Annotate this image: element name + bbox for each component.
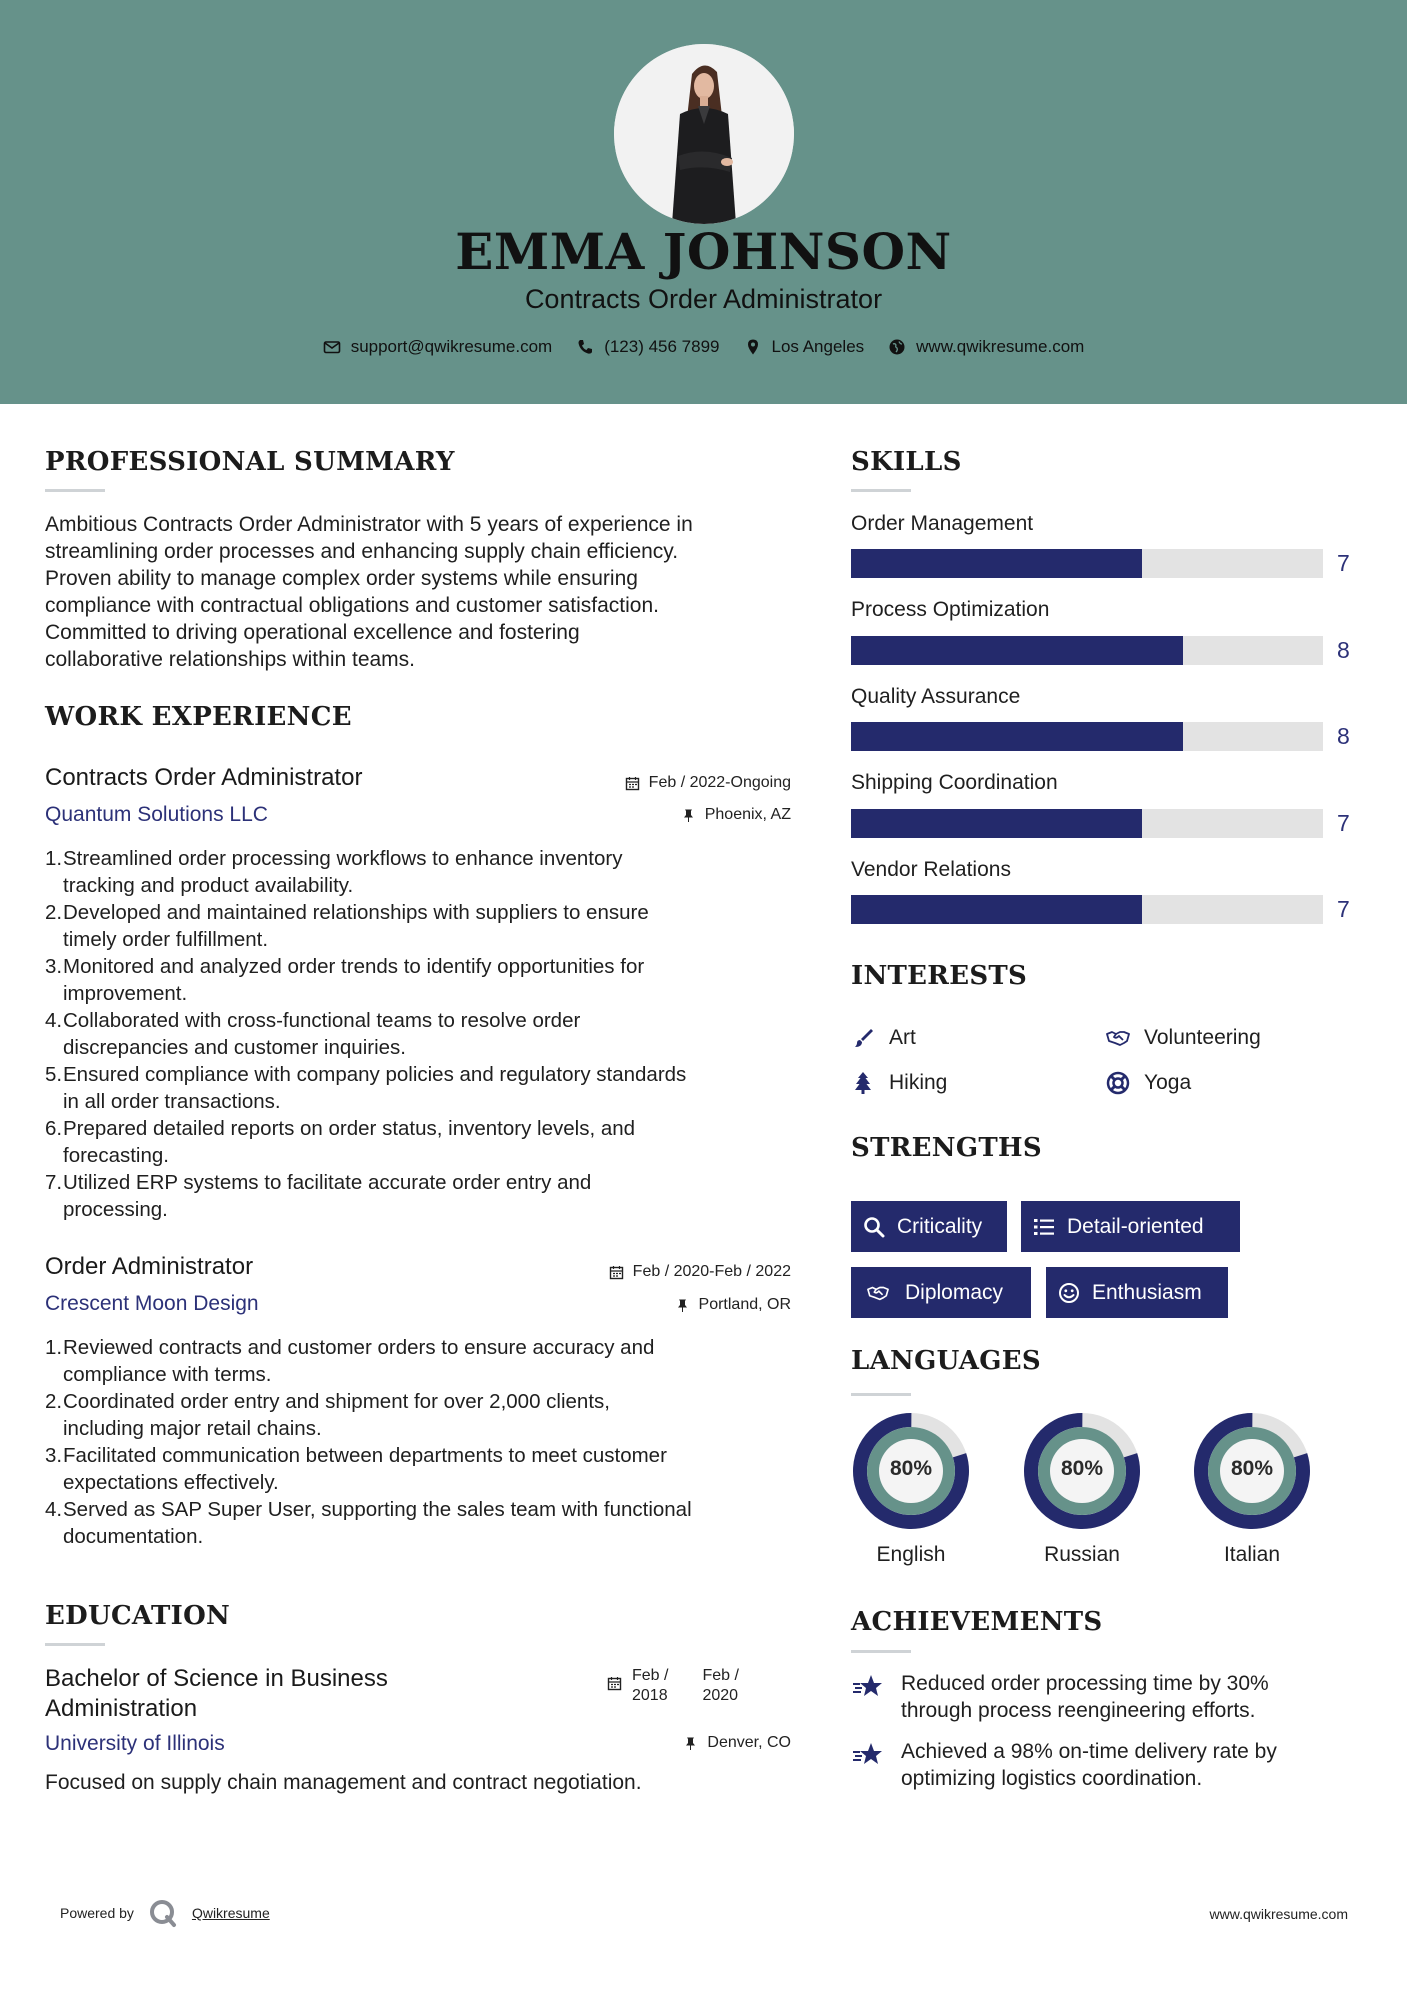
strength-badge-detail-oriented [1021,1201,1240,1252]
achievements-heading: ACHIEVEMENTS [851,1607,1103,1637]
interest-item-yoga [1106,1071,1191,1095]
skill-value: 7 [1337,896,1350,922]
skill-label: Shipping Coordination [851,771,1058,794]
globe-icon [888,338,906,356]
pushpin-icon [683,1736,698,1751]
list-item-text: Ensured compliance with company policies and regulatory standards [63,1063,687,1086]
education-underline [45,1643,105,1646]
language-label: Russian [1044,1543,1120,1566]
list-item-text: documentation. [63,1525,204,1548]
list-item-number: 4. [45,1498,63,1521]
contact-website-text[interactable]: www.qwikresume.com [916,337,1085,356]
list-item-text: Monitored and analyzed order trends to identify opportunities for [63,955,645,978]
skill-label: Process Optimization [851,598,1050,621]
summary-underline [45,489,105,492]
job-location-text: Phoenix, AZ [704,806,791,823]
education-dates [607,1666,739,1706]
list-item-text: Collaborated with cross-functional teams to resolve order [63,1009,581,1032]
list-item-number: 4. [45,1009,63,1032]
list-item [45,1442,805,1496]
job-title: Order Administrator [45,1253,254,1280]
tree-icon [851,1071,875,1095]
job-dates-text: Feb / 2020-Feb / 2022 [632,1263,791,1280]
language-label: English [876,1543,946,1566]
education-end-line: Feb / [702,1667,739,1684]
list-item-text: Served as SAP Super User, supporting the sales team with functional [63,1498,692,1521]
pushpin-icon [681,808,696,823]
education-start [632,1666,668,1706]
list-item-text: improvement. [63,982,188,1005]
languages-heading: LANGUAGES [851,1346,1041,1376]
job-dates [625,774,791,792]
list-item-number: 3. [45,1444,63,1467]
summary-line: collaborative relationships within teams. [45,648,416,671]
contact-location [744,337,865,357]
list-item [45,1169,805,1223]
skill-label: Quality Assurance [851,685,1021,708]
skills-underline [851,489,911,492]
list-item-text: discrepancies and customer inquiries. [63,1036,406,1059]
strength-badge-criticality [851,1201,1007,1252]
list-item-number: 3. [45,955,63,978]
handshake-icon [863,1282,893,1304]
achievement-line: through process reengineering efforts. [901,1699,1256,1722]
interest-label: Yoga [1144,1071,1192,1094]
achievement-item [851,1670,1341,1724]
list-item-number: 7. [45,1171,63,1194]
job-location [681,806,791,824]
education-end [702,1666,738,1706]
list-item-text: Streamlined order processing workflows to enhance inventory [63,847,623,870]
language-percent: 80% [1060,1457,1104,1480]
list-item-text: Developed and maintained relationships with suppliers to ensure [63,901,649,924]
list-item-number: 1. [45,847,63,870]
pushpin-icon [675,1298,690,1313]
list-item-text: forecasting. [63,1144,169,1167]
language-label: Italian [1223,1543,1281,1566]
list-item-text: Coordinated order entry and shipment for over 2,000 clients, [63,1390,610,1413]
achievement-text [901,1670,1269,1724]
interest-label: Hiking [889,1071,948,1094]
job-company: Crescent Moon Design [45,1292,259,1315]
language-item-russian [1020,1409,1144,1566]
envelope-icon [323,338,341,356]
lifering-icon [1106,1071,1130,1095]
profile-photo-image [614,44,794,224]
summary-line: streamlining order processes and enhancing supply chain efficiency. [45,540,679,563]
education-end-line: 2020 [702,1687,739,1704]
interest-item-hiking [851,1071,947,1095]
list-item [45,953,805,1007]
list-item [45,1007,805,1061]
calendar-icon [607,1676,622,1691]
summary-line: Proven ability to manage complex order systems while ensuring [45,567,638,590]
skill-value: 7 [1337,810,1350,836]
list-item [45,845,805,899]
job-location [675,1296,791,1314]
calendar-icon [609,1265,624,1280]
achievements-underline [851,1650,911,1653]
skill-bar-fill [851,895,1142,924]
job-duties-list [45,845,805,1223]
contact-email[interactable] [323,337,553,357]
list-item [45,1334,805,1388]
job-title: Contracts Order Administrator [45,764,363,791]
list-item-text: Utilized ERP systems to facilitate accurate order entry and [63,1171,592,1194]
list-item-text: Reviewed contracts and customer orders to ensure accuracy and [63,1336,655,1359]
summary-heading: PROFESSIONAL SUMMARY [45,447,455,477]
list-icon [1033,1216,1055,1238]
languages-underline [851,1393,911,1396]
job-location-text: Portland, OR [698,1296,791,1313]
handshake-icon [1106,1026,1130,1050]
skill-bar-fill [851,809,1142,838]
skill-value: 8 [1337,637,1350,663]
list-item-number: 2. [45,1390,63,1413]
skill-value: 8 [1337,723,1350,749]
map-marker-icon [744,338,762,356]
skill-bar [851,809,1323,838]
contact-email-text[interactable]: support@qwikresume.com [350,337,553,356]
summary-line: Committed to driving operational excellence and fostering [45,621,580,644]
list-item-number: 6. [45,1117,63,1140]
list-item [45,1115,805,1169]
achievement-line: Reduced order processing time by 30% [901,1672,1269,1695]
skill-bar [851,722,1323,751]
skills-heading: SKILLS [851,447,962,477]
summary-line: Ambitious Contracts Order Administrator with 5 years of experience in [45,513,693,536]
education-start-line: Feb / [632,1667,669,1684]
list-item [45,1388,805,1442]
summary-text [45,511,795,673]
strengths-heading: STRENGTHS [851,1133,1042,1163]
strength-label: Detail-oriented [1067,1214,1204,1238]
interest-item-volunteering [1106,1026,1261,1050]
skill-value: 7 [1337,550,1350,576]
achievement-text [901,1738,1277,1792]
list-item-text: Facilitated communication between departments to meet customer [63,1444,667,1467]
list-item-text: tracking and product availability. [63,874,354,897]
job-duties-list [45,1334,805,1550]
achievement-item [851,1738,1341,1792]
list-item-text: compliance with terms. [63,1363,272,1386]
education-start-line: 2018 [632,1687,668,1704]
summary-line: compliance with contractual obligations and customer satisfaction. [45,594,659,617]
powered-by-label: Powered by [60,1905,134,1921]
skill-bar-fill [851,722,1183,751]
list-item [45,1061,805,1115]
skill-bar [851,549,1323,578]
star-award-icon [851,1740,885,1770]
list-item-number: 5. [45,1063,63,1086]
profile-photo [614,44,794,224]
interest-label: Volunteering [1144,1026,1261,1049]
interests-heading: INTERESTS [851,961,1028,991]
calendar-icon [625,776,640,791]
education-description: Focused on supply chain management and contract negotiation. [45,1771,642,1794]
contact-phone[interactable] [576,337,719,357]
experience-heading: WORK EXPERIENCE [45,702,352,732]
footer-powered-by [60,1898,270,1928]
contact-location-text: Los Angeles [771,337,865,356]
list-item-text: processing. [63,1198,168,1221]
degree-title [45,1664,388,1724]
education-location-text: Denver, CO [707,1734,791,1751]
language-item-italian [1190,1409,1314,1566]
degree-line: Administration [45,1695,198,1722]
job-company: Quantum Solutions LLC [45,803,268,826]
strength-badge-enthusiasm [1046,1267,1228,1318]
skill-bar [851,636,1323,665]
contact-bar [0,337,1407,357]
interest-item-art [851,1026,916,1050]
smile-icon [1058,1282,1080,1304]
list-item [45,1496,805,1550]
strength-label: Enthusiasm [1092,1280,1202,1304]
qwikresume-link[interactable]: Qwikresume [191,1905,270,1921]
language-percent: 80% [889,1457,933,1480]
phone-icon [576,338,594,356]
contact-website[interactable] [888,337,1084,357]
degree-line: Bachelor of Science in Business [45,1665,388,1692]
paintbrush-icon [851,1026,875,1050]
resume-header [0,0,1407,404]
job-dates-text: Feb / 2022-Ongoing [648,774,791,791]
list-item-number: 1. [45,1336,63,1359]
skill-label: Vendor Relations [851,858,1011,881]
achievement-line: Achieved a 98% on-time delivery rate by [901,1740,1277,1763]
strength-label: Diplomacy [905,1280,1004,1304]
list-item-text: including major retail chains. [63,1417,322,1440]
footer-website[interactable]: www.qwikresume.com [1209,1906,1348,1922]
candidate-name: EMMA JOHNSON [455,222,952,281]
strength-badge-diplomacy [851,1267,1031,1318]
skill-bar-fill [851,549,1142,578]
list-item-text: timely order fulfillment. [63,928,269,951]
list-item-number: 2. [45,901,63,924]
language-item-english [849,1409,973,1566]
list-item [45,899,805,953]
strength-label: Criticality [897,1214,983,1238]
education-location [683,1734,791,1752]
interest-label: Art [889,1026,916,1049]
list-item-text: expectations effectively. [63,1471,279,1494]
contact-phone-text[interactable]: (123) 456 7899 [604,337,720,356]
search-icon [863,1216,885,1238]
list-item-text: in all order transactions. [63,1090,281,1113]
qwikresume-logo-icon[interactable] [148,1898,178,1928]
education-heading: EDUCATION [45,1601,231,1631]
candidate-title: Contracts Order Administrator [524,284,883,314]
job-dates [609,1263,791,1281]
star-award-icon [851,1672,885,1702]
skill-bar-fill [851,636,1183,665]
education-school: University of Illinois [45,1732,225,1755]
skill-bar [851,895,1323,924]
achievement-line: optimizing logistics coordination. [901,1767,1203,1790]
language-percent: 80% [1230,1457,1274,1480]
list-item-text: Prepared detailed reports on order status, inventory levels, and [63,1117,636,1140]
skill-label: Order Management [851,512,1034,535]
